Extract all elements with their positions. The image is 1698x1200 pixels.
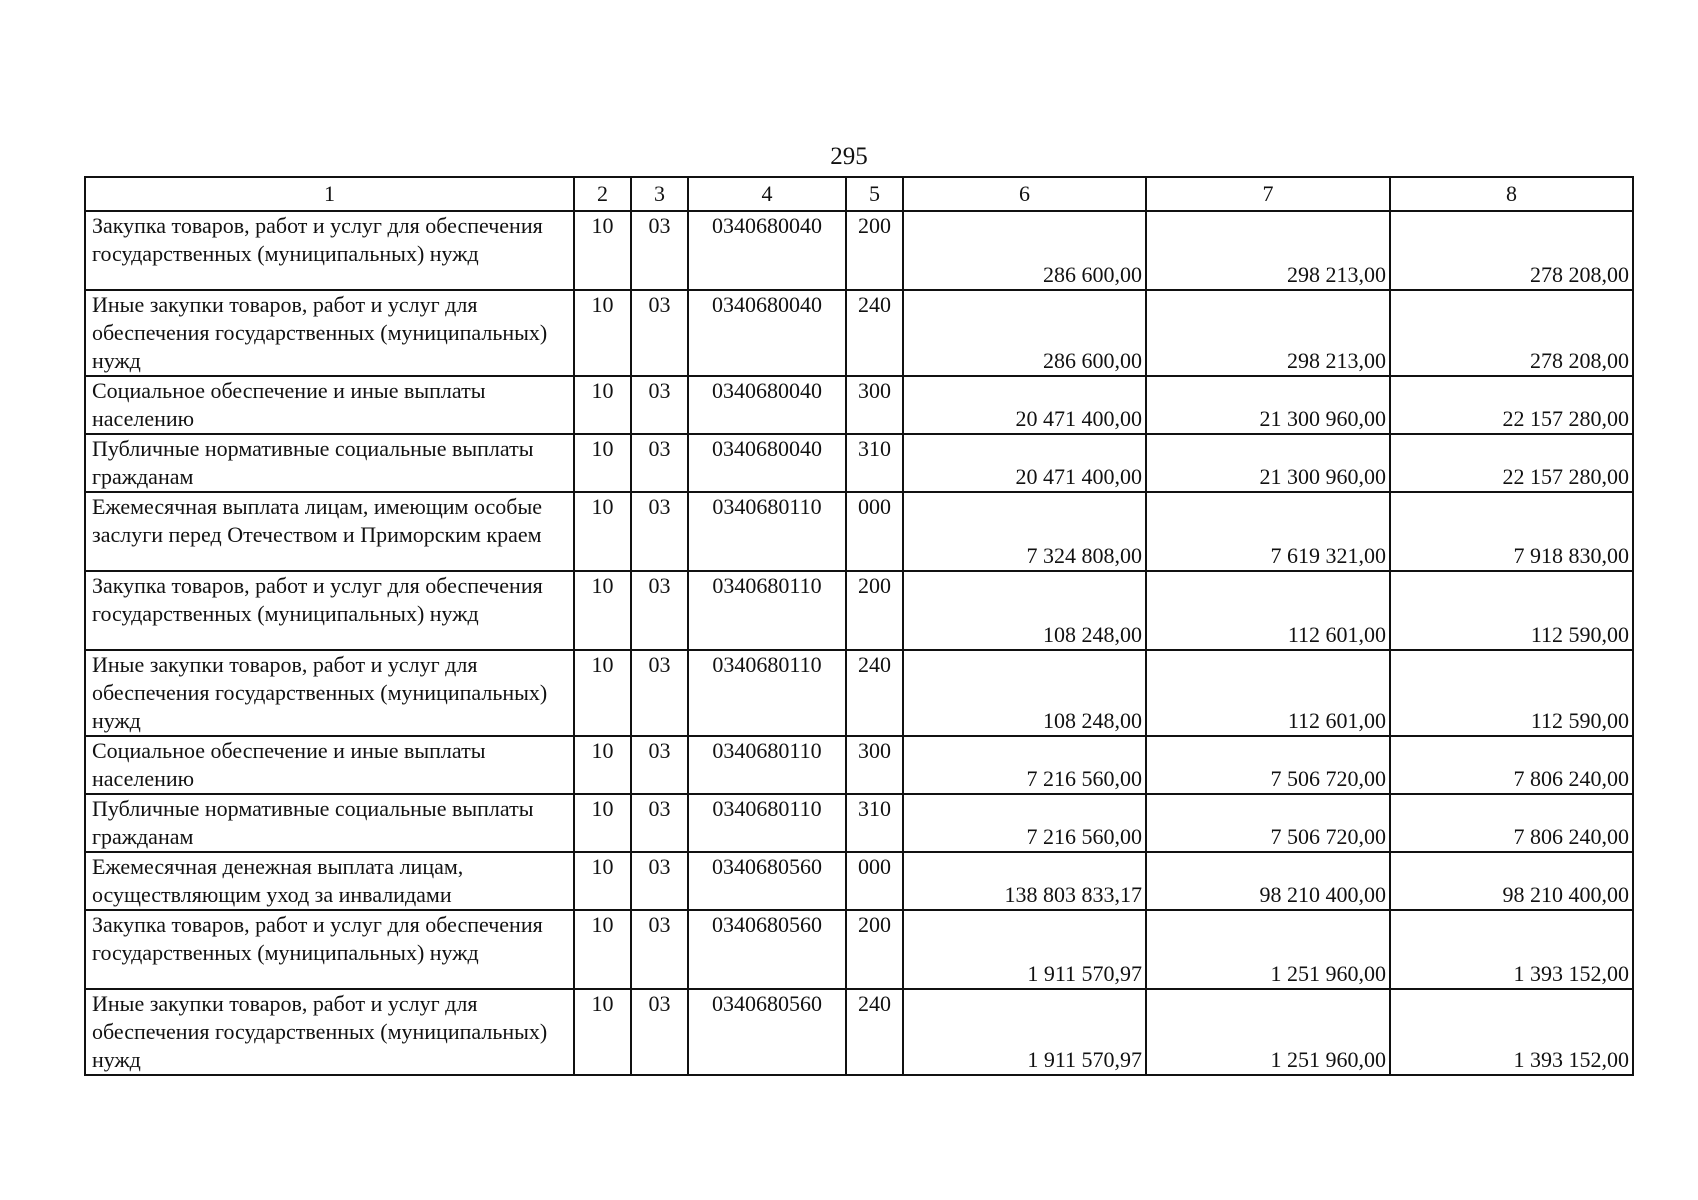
header-col-6: 6 [903,177,1146,211]
row-expense-type-cell: 300 [846,376,903,434]
row-amount-col7-cell: 1 251 960,00 [1146,910,1390,989]
row-amount-col7-cell: 7 619 321,00 [1146,492,1390,571]
row-amount-col8-cell: 7 918 830,00 [1390,492,1633,571]
row-amount-col6-cell: 138 803 833,17 [903,852,1146,910]
row-amount-col8-cell: 1 393 152,00 [1390,989,1633,1075]
header-col-7: 7 [1146,177,1390,211]
row-subsection-cell: 03 [631,910,688,989]
row-name-cell: Иные закупки товаров, работ и услуг для обеспечения государственных (муниципальных) нужд [85,290,574,376]
row-expense-type-cell: 000 [846,492,903,571]
row-target-article-cell: 0340680560 [688,910,846,989]
row-amount-col6-cell: 286 600,00 [903,290,1146,376]
table-body [85,211,1633,1075]
row-expense-type-cell: 240 [846,989,903,1075]
row-target-article-cell: 0340680040 [688,376,846,434]
table-row [85,290,1633,376]
row-amount-col6-cell: 7 324 808,00 [903,492,1146,571]
row-target-article-cell: 0340680110 [688,650,846,736]
row-amount-col8-cell: 112 590,00 [1390,650,1633,736]
header-col-8: 8 [1390,177,1633,211]
row-amount-col6-cell: 20 471 400,00 [903,434,1146,492]
row-expense-type-cell: 310 [846,794,903,852]
header-col-1: 1 [85,177,574,211]
row-section-cell: 10 [574,794,631,852]
row-subsection-cell: 03 [631,650,688,736]
header-col-4: 4 [688,177,846,211]
row-amount-col8-cell: 98 210 400,00 [1390,852,1633,910]
row-expense-type-cell: 200 [846,211,903,290]
row-target-article-cell: 0340680110 [688,492,846,571]
row-target-article-cell: 0340680560 [688,989,846,1075]
table-row [85,492,1633,571]
table-row [85,650,1633,736]
row-target-article-cell: 0340680110 [688,571,846,650]
row-subsection-cell: 03 [631,571,688,650]
budget-table [84,176,1634,1076]
row-expense-type-cell: 310 [846,434,903,492]
row-name-cell: Закупка товаров, работ и услуг для обеспечения государственных (муниципальных) нужд [85,571,574,650]
row-expense-type-cell: 240 [846,650,903,736]
row-target-article-cell: 0340680040 [688,434,846,492]
row-subsection-cell: 03 [631,794,688,852]
row-section-cell: 10 [574,910,631,989]
row-section-cell: 10 [574,434,631,492]
row-amount-col7-cell: 112 601,00 [1146,571,1390,650]
row-amount-col8-cell: 22 157 280,00 [1390,376,1633,434]
table-row [85,434,1633,492]
row-name-cell: Ежемесячная денежная выплата лицам, осуществляющим уход за инвалидами [85,852,574,910]
table-row [85,211,1633,290]
row-subsection-cell: 03 [631,434,688,492]
row-amount-col8-cell: 1 393 152,00 [1390,910,1633,989]
row-expense-type-cell: 300 [846,736,903,794]
row-subsection-cell: 03 [631,492,688,571]
row-name-cell: Закупка товаров, работ и услуг для обеспечения государственных (муниципальных) нужд [85,910,574,989]
row-amount-col6-cell: 108 248,00 [903,650,1146,736]
row-section-cell: 10 [574,989,631,1075]
row-amount-col8-cell: 7 806 240,00 [1390,794,1633,852]
table-row [85,571,1633,650]
row-amount-col6-cell: 1 911 570,97 [903,910,1146,989]
row-name-cell: Иные закупки товаров, работ и услуг для обеспечения государственных (муниципальных) нужд [85,989,574,1075]
row-subsection-cell: 03 [631,989,688,1075]
table-row [85,989,1633,1075]
row-amount-col8-cell: 22 157 280,00 [1390,434,1633,492]
row-section-cell: 10 [574,376,631,434]
row-target-article-cell: 0340680040 [688,290,846,376]
row-amount-col7-cell: 1 251 960,00 [1146,989,1390,1075]
row-subsection-cell: 03 [631,211,688,290]
row-target-article-cell: 0340680560 [688,852,846,910]
row-amount-col8-cell: 278 208,00 [1390,211,1633,290]
row-expense-type-cell: 200 [846,910,903,989]
row-subsection-cell: 03 [631,852,688,910]
row-expense-type-cell: 000 [846,852,903,910]
row-section-cell: 10 [574,736,631,794]
row-target-article-cell: 0340680040 [688,211,846,290]
row-amount-col6-cell: 1 911 570,97 [903,989,1146,1075]
row-amount-col8-cell: 112 590,00 [1390,571,1633,650]
row-name-cell: Публичные нормативные социальные выплаты гражданам [85,434,574,492]
row-subsection-cell: 03 [631,736,688,794]
row-amount-col6-cell: 108 248,00 [903,571,1146,650]
row-amount-col7-cell: 7 506 720,00 [1146,794,1390,852]
row-amount-col8-cell: 7 806 240,00 [1390,736,1633,794]
table-header-row [85,177,1633,211]
row-amount-col7-cell: 298 213,00 [1146,211,1390,290]
row-section-cell: 10 [574,571,631,650]
row-section-cell: 10 [574,650,631,736]
row-target-article-cell: 0340680110 [688,736,846,794]
row-amount-col7-cell: 112 601,00 [1146,650,1390,736]
table-row [85,852,1633,910]
row-section-cell: 10 [574,492,631,571]
row-name-cell: Закупка товаров, работ и услуг для обеспечения государственных (муниципальных) нужд [85,211,574,290]
header-col-5: 5 [846,177,903,211]
row-amount-col7-cell: 7 506 720,00 [1146,736,1390,794]
row-section-cell: 10 [574,290,631,376]
table-row [85,736,1633,794]
row-name-cell: Социальное обеспечение и иные выплаты населению [85,736,574,794]
row-name-cell: Иные закупки товаров, работ и услуг для обеспечения государственных (муниципальных) нужд [85,650,574,736]
row-amount-col7-cell: 21 300 960,00 [1146,376,1390,434]
table-row [85,910,1633,989]
row-name-cell: Ежемесячная выплата лицам, имеющим особые заслуги перед Отечеством и Приморским краем [85,492,574,571]
row-section-cell: 10 [574,852,631,910]
row-amount-col6-cell: 286 600,00 [903,211,1146,290]
row-subsection-cell: 03 [631,376,688,434]
row-amount-col6-cell: 7 216 560,00 [903,794,1146,852]
header-col-3: 3 [631,177,688,211]
row-name-cell: Социальное обеспечение и иные выплаты населению [85,376,574,434]
header-col-2: 2 [574,177,631,211]
row-amount-col8-cell: 278 208,00 [1390,290,1633,376]
row-expense-type-cell: 240 [846,290,903,376]
row-amount-col6-cell: 20 471 400,00 [903,376,1146,434]
row-expense-type-cell: 200 [846,571,903,650]
row-section-cell: 10 [574,211,631,290]
table-row [85,794,1633,852]
page-number: 295 [830,143,868,170]
table-row [85,376,1633,434]
row-target-article-cell: 0340680110 [688,794,846,852]
row-amount-col6-cell: 7 216 560,00 [903,736,1146,794]
row-amount-col7-cell: 21 300 960,00 [1146,434,1390,492]
row-amount-col7-cell: 98 210 400,00 [1146,852,1390,910]
row-name-cell: Публичные нормативные социальные выплаты гражданам [85,794,574,852]
row-subsection-cell: 03 [631,290,688,376]
row-amount-col7-cell: 298 213,00 [1146,290,1390,376]
